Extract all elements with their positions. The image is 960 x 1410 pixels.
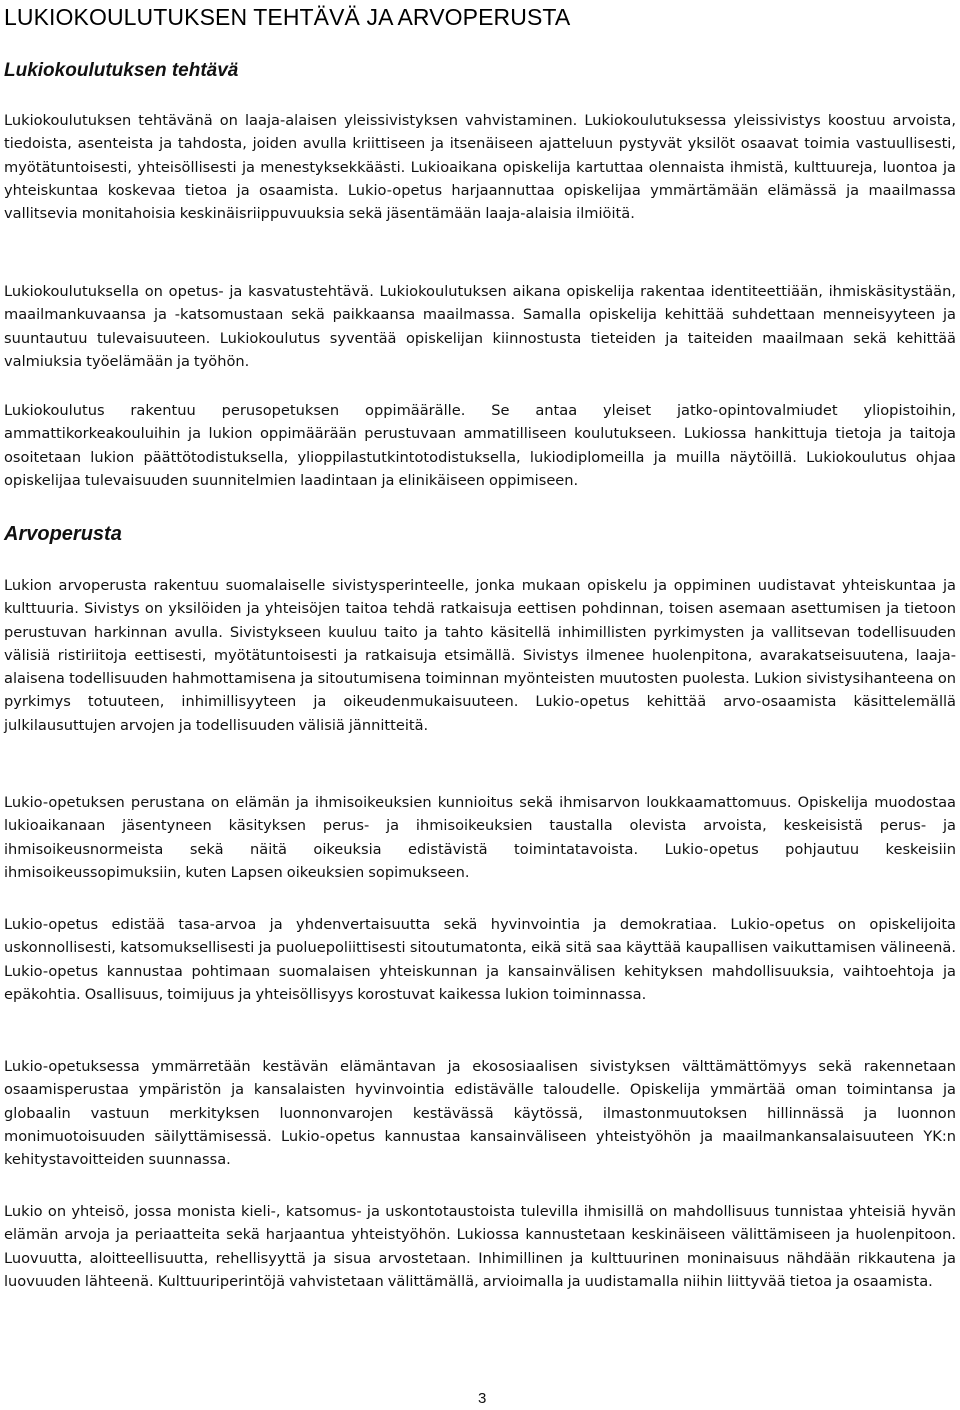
paragraph: Lukiokoulutuksen tehtävänä on laaja-alaisen yleissivistyksen vahvistaminen. Lukiokoulutuksessa yleissivistys koostuu arvoista, tiedoista, asenteista ja tahdosta, joiden avulla kriittiseen ja itsenäiseen ajatteluun pystyvät yksilöt osaavat toimia vastuullisesti, myötätuntoisesti, yhteisöllisesti ja menestyksekkäästi. Lukioaikana opiskelija kartuttaa olennaista ihmistä, kulttuureja, luontoa ja yhteiskuntaa koskevaa tietoa ja osaamista. Lukio-opetus harjaannuttaa opiskelijaa ymmärtämään elämässä ja maailmassa vallitsevia monitahoisia keskinäisriippuvuuksia sekä jäsentämään laaja-alaisia ilmiöitä. [4, 112, 956, 223]
section-heading-arvoperusta: Arvoperusta [4, 523, 122, 545]
paragraph: Lukiokoulutuksella on opetus- ja kasvatustehtävä. Lukiokoulutuksen aikana opiskelija rakentaa identiteettiään, ihmiskäsitystään, maailmankuvaansa ja -katsomustaan sekä paikkaansa maailmassa. Samalla opiskelija kehittää suhdettaan menneisyyteen ja suuntautuu tulevaisuuteen. Lukiokoulutus syventää opiskelijan kiinnostusta tieteiden ja taiteiden maailmaan sekä kehittää valmiuksia työelämään ja työhön. [4, 283, 956, 370]
page-title: LUKIOKOULUTUKSEN TEHTÄVÄ JA ARVOPERUSTA [4, 4, 571, 30]
paragraph: Lukion arvoperusta rakentuu suomalaiselle sivistysperinteelle, jonka mukaan opiskelu ja oppiminen uudistavat yhteiskuntaa ja kulttuuria. Sivistys on yksilöiden ja yhteisöjen taitoa tehdä ratkaisuja eettisen pohdinnan, toisen asemaan asettumisen ja tietoon perustuvan harkinnan avulla. Sivistykseen kuuluu taito ja tahto käsitellä inhimillisten pyrkimysten ja vallitsevan todellisuuden välisiä ristiriitoja eettisesti, myötätuntoisesti ja ratkaisuja etsimällä. Sivistys ilmenee huolenpitona, avarakatseisuutena, laaja-alaisena todellisuuden hahmottamisena ja sitoutumisena toiminnan myönteisten muutosten puolesta. Lukion sivistysihanteena on pyrkimys totuuteen, inhimillisyyteen ja oikeudenmukaisuuteen. Lukio-opetus kehittää arvo-osaamista käsittelemällä julkilausuttujen arvojen ja todellisuuden välisiä jännitteitä. [4, 577, 956, 734]
section-heading-tehtava: Lukiokoulutuksen tehtävä [4, 60, 239, 81]
paragraph: Lukiokoulutus rakentuu perusopetuksen oppimäärälle. Se antaa yleiset jatko-opintovalmiudet yliopistoihin, ammattikorkeakouluihin ja lukion oppimäärään perustuvaan ammatilliseen koulutukseen. Lukiossa hankittuja tietoja ja taitoja osoitetaan lukion päättötodistuksella, ylioppilastutkintotodistuksella, lukiodiplomeilla ja muilla näytöillä. Lukiokoulutus ohjaa opiskelijaa tulevaisuuden suunnitelmien laadintaan ja elinikäiseen oppimiseen. [4, 402, 956, 489]
paragraph: Lukio-opetus edistää tasa-arvoa ja yhdenvertaisuutta sekä hyvinvointia ja demokratiaa. Lukio-opetus on opiskelijoita uskonnollisesti, katsomuksellisesti ja puoluepoliittisesti sitoutumatonta, eikä sitä saa käyttää kaupallisen vaikuttamisen välineenä. Lukio-opetus kannustaa pohtimaan suomalaisen yhteiskunnan ja kansainvälisen kehityksen mahdollisuuksia, vaihtoehtoja ja epäkohtia. Osallisuus, toimijuus ja yhteisöllisyys korostuvat kaikessa lukion toiminnassa. [4, 916, 956, 1003]
page-number: 3 [478, 1390, 487, 1407]
paragraph: Lukio-opetuksen perustana on elämän ja ihmisoikeuksien kunnioitus sekä ihmisarvon loukkaamattomuus. Opiskelija muodostaa lukioaikanaan jäsentyneen käsityksen perus- ja ihmisoikeuksien taustalla olevista arvoista, keskeisistä perus- ja ihmisoikeusnormeista sekä näitä oikeuksia edistävistä toimintatavoista. Lukio-opetus pohjautuu keskeisiin ihmisoikeussopimuksiin, kuten Lapsen oikeuksien sopimukseen. [4, 794, 956, 881]
paragraph: Lukio-opetuksessa ymmärretään kestävän elämäntavan ja ekososiaalisen sivistyksen välttämättömyys sekä rakennetaan osaamisperustaa ympäristön ja kansalaisten hyvinvointia edistävälle taloudelle. Opiskelija ymmärtää oman toimintansa ja globaalin vastuun merkityksen luonnonvarojen kestävässä käytössä, ilmastonmuutoksen hillinnässä ja luonnon monimuotoisuuden säilyttämisessä. Lukio-opetus kannustaa kansainväliseen yhteistyöhön ja maailmankansalaisuuteen YK:n kehitystavoitteiden suunnassa. [4, 1058, 956, 1169]
paragraph: Lukio on yhteisö, jossa monista kieli-, katsomus- ja uskontotaustoista tulevilla ihmisillä on mahdollisuus tunnistaa yhteisiä hyvän elämän arvoja ja periaatteita sekä harjaantua yhteistyöhön. Lukiossa kannustetaan keskinäiseen välittämiseen ja huolenpitoon. Luovuutta, aloitteellisuutta, rehellisyyttä ja sisua arvostetaan. Inhimillinen ja kulttuurinen moninaisuus nähdään rikkautena ja luovuuden lähteenä. Kulttuuriperintöjä vahvistetaan välittämällä, arvioimalla ja uudistamalla niihin liittyvää tietoa ja osaamista. [4, 1203, 956, 1290]
